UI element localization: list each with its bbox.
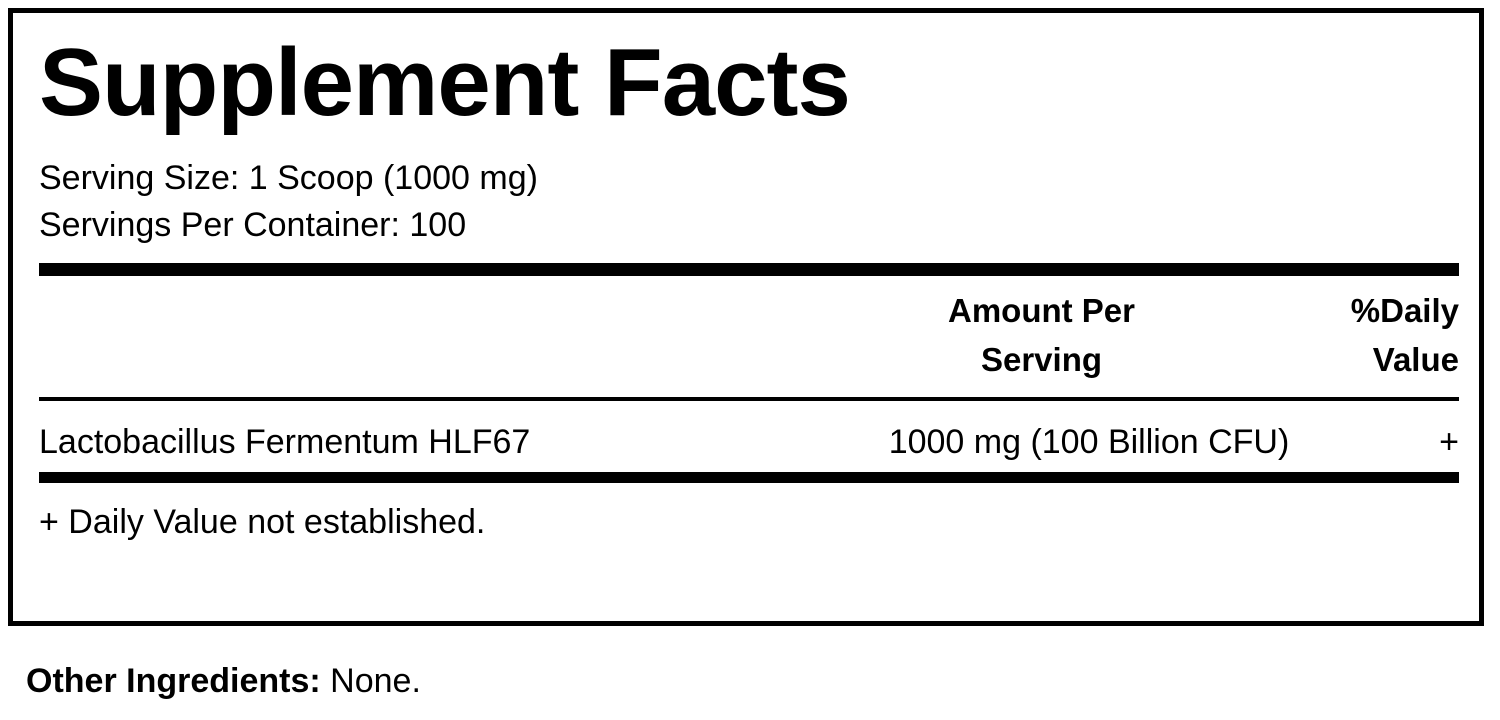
column-headers [39, 286, 1459, 385]
header-amount-line1: Amount Per [947, 291, 1135, 329]
other-ingredients-label: Other Ingredients: [26, 662, 321, 700]
panel-inner [39, 13, 1459, 621]
ingredient-name: Lactobacillus Fermentum HLF67 [39, 422, 531, 461]
header-dv-line2: Value [1372, 341, 1459, 379]
divider-top [39, 263, 1459, 276]
footnote: + Daily Value not established. [39, 502, 486, 541]
supplement-facts-panel [8, 8, 1484, 626]
divider-bottom [39, 472, 1459, 483]
table-row [39, 423, 1459, 462]
header-dv-line1: %Daily [1350, 291, 1459, 329]
page-title: Supplement Facts [39, 29, 850, 136]
header-daily-value [1234, 286, 1459, 385]
divider-header [39, 397, 1459, 401]
other-ingredients [26, 662, 421, 701]
header-amount-line2: Serving [980, 341, 1103, 379]
header-amount-per-serving [849, 286, 1234, 385]
ingredient-amount: 1000 mg (100 Billion CFU) [888, 422, 1290, 461]
serving-info [39, 155, 1459, 249]
other-ingredients-value: None. [330, 662, 421, 700]
servings-per-container: Servings Per Container: 100 [39, 205, 467, 244]
ingredient-daily-value: + [1439, 422, 1459, 461]
serving-size: Serving Size: 1 Scoop (1000 mg) [39, 159, 538, 197]
